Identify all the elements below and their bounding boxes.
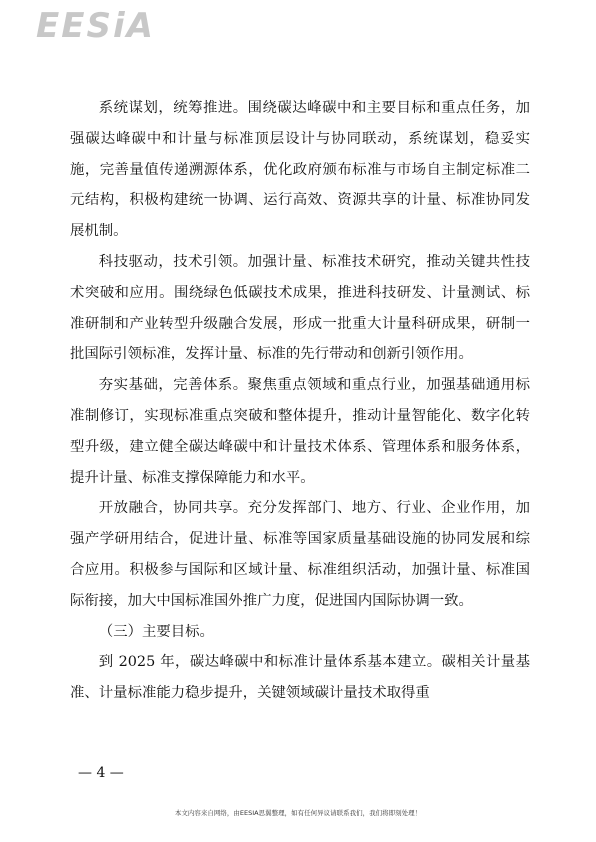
paragraph-1: 系统谋划，统筹推进。围绕碳达峰碳中和主要目标和重点任务，加强碳达峰碳中和计量与标准顶层设计与协同联动，系统谋划，稳妥实施，完善量值传递溯源体系，优化政府颁布标准与市场自主制定标准二元结构，积极构建统一协调、运行高效、资源共享的计量、标准协同发展机制。 xyxy=(70,100,530,240)
eesia-logo: EESiA xyxy=(36,6,155,46)
paragraph-2: 科技驱动，技术引领。加强计量、标准技术研究，推动关键共性技术突破和应用。围绕绿色低碳技术成果，推进科技研发、计量测试、标准研制和产业转型升级融合发展，形成一批重大计量科研成果，研制一批国际引领标准，发挥计量、标准的先行带动和创新引领作用。 xyxy=(70,253,530,363)
paragraph-5: 到 2025 年，碳达峰碳中和标准计量体系基本建立。碳相关计量基准、计量标准能力稳步提升，关键领域碳计量技术取得重 xyxy=(70,654,530,702)
section-heading-goals: （三）主要目标。 xyxy=(98,623,214,640)
paragraph-3: 夯实基础，完善体系。聚焦重点领域和重点行业，加强基础通用标准制修订，实现标准重点突破和整体提升，推动计量智能化、数字化转型升级，建立健全碳达峰碳中和计量技术体系、管理体系和服务体系，提升计量、标准支撑保障能力和水平。 xyxy=(70,377,530,486)
footer-disclaimer: 本文内容来自网络，由EESIA思翼整理，如有任何异议请联系我们，我们将即刻处理！ xyxy=(174,809,422,817)
document-body xyxy=(70,93,530,709)
page-number: — 4 — xyxy=(78,765,124,781)
paragraph-4: 开放融合，协同共享。充分发挥部门、地方、行业、企业作用，加强产学研用结合，促进计量、标准等国家质量基础设施的协同发展和综合应用。积极参与国际和区域计量、标准组织活动，加强计量、标准国际衔接，加大中国标准国外推广力度，促进国内国际协调一致。 xyxy=(70,500,530,609)
